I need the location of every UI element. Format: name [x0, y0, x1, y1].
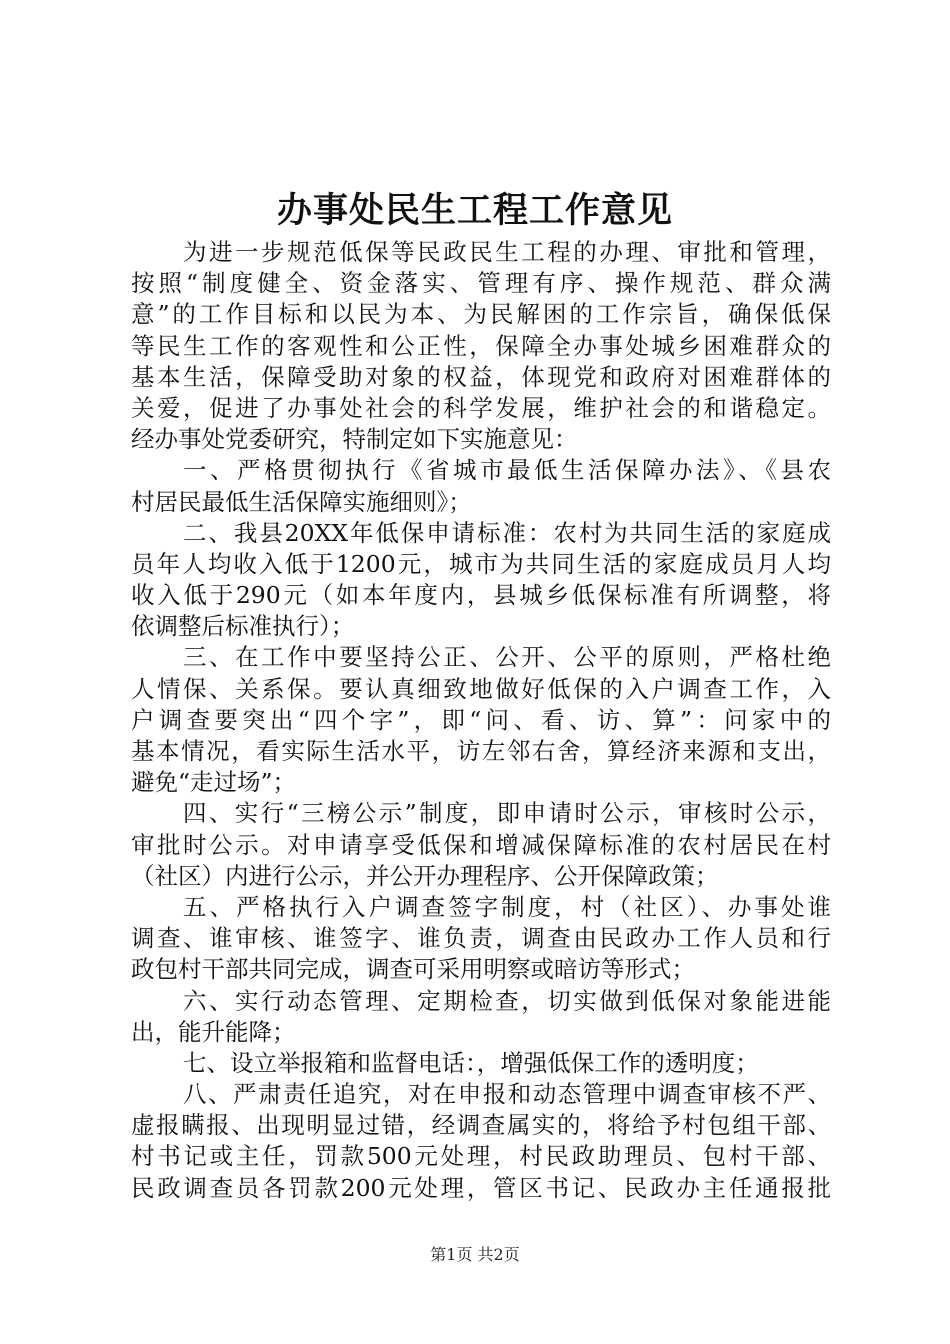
text-line: 人情保、关系保。要认真细致地做好低保的入户调查工作，入: [131, 674, 831, 703]
text-line: 二、我县20XX年低保申请标准：农村为共同生活的家庭成: [183, 518, 831, 547]
text-line: 虚报瞒报、出现明显过错，经调查属实的，将给予村包组干部、: [131, 1111, 831, 1140]
text-line: 民政调查员各罚款200元处理，管区书记、民政办主任通报批: [131, 1173, 831, 1202]
document-title: 办事处民生工程工作意见: [276, 190, 673, 231]
text-line: 八、严肃责任追究，对在申报和动态管理中调查审核不严、: [183, 1080, 831, 1109]
text-line: 审批时公示。对申请享受低保和增减保障标准的农村居民在村: [131, 830, 831, 859]
text-line: 为进一步规范低保等民政民生工程的办理、审批和管理，: [183, 238, 831, 266]
text-line: 调查、谁审核、谁签字、谁负责，调查由民政办工作人员和行: [131, 924, 831, 953]
text-line: 依调整后标准执行）；: [131, 612, 355, 641]
text-line: 基本生活，保障受助对象的权益，体现党和政府对困难群体的: [131, 362, 831, 391]
text-line: （社区）内进行公示，并公开办理程序、公开保障政策；: [131, 861, 719, 890]
text-line: 五、严格执行入户调查签字制度，村（社区）、办事处谁: [183, 892, 831, 921]
text-line: 村书记或主任，罚款500元处理，村民政助理员、包村干部、: [131, 1142, 831, 1171]
text-line: 政包村干部共同完成，调查可采用明察或暗访等形式；: [131, 955, 695, 984]
text-line: 三、在工作中要坚持公正、公开、公平的原则，严格杜绝: [183, 643, 831, 672]
text-line: 六、实行动态管理、定期检查，切实做到低保对象能进能: [183, 986, 831, 1015]
text-line: 经办事处党委研究，特制定如下实施意见：: [131, 425, 578, 454]
document-body: [131, 237, 831, 1204]
text-line: 七、设立举报箱和监督电话：，增强低保工作的透明度；: [183, 1048, 759, 1077]
text-line: 四、实行“三榜公示”制度，即申请时公示，审核时公示，: [183, 799, 831, 828]
text-line: 出，能升能降；: [131, 1017, 296, 1046]
text-line: 关爱，促进了办事处社会的科学发展，维护社会的和谐稳定。: [131, 393, 831, 422]
text-line: 基本情况，看实际生活水平，访左邻右舍，算经济来源和支出，: [131, 737, 831, 765]
page-footer: 第1页 共2页: [430, 1245, 520, 1264]
text-line: 村居民最低生活保障实施细则》；: [131, 487, 472, 516]
text-line: 意”的工作目标和以民为本、为民解困的工作宗旨，确保低保: [131, 300, 831, 329]
text-line: 一、严格贯彻执行《省城市最低生活保障办法》、《县农: [183, 456, 831, 485]
text-line: 按照“制度健全、资金落实、管理有序、操作规范、群众满: [131, 269, 831, 298]
text-line: 户调查要突出“四个字”，即“问、看、访、算”：问家中的: [131, 705, 831, 734]
text-line: 等民生工作的客观性和公正性，保障全办事处城乡困难群众的: [131, 331, 831, 360]
text-line: 员年人均收入低于1200元，城市为共同生活的家庭成员月人均: [131, 549, 831, 578]
text-line: 收入低于290元（如本年度内，县城乡低保标准有所调整，将: [131, 581, 831, 610]
text-line: 避免“走过场”；: [131, 768, 297, 797]
